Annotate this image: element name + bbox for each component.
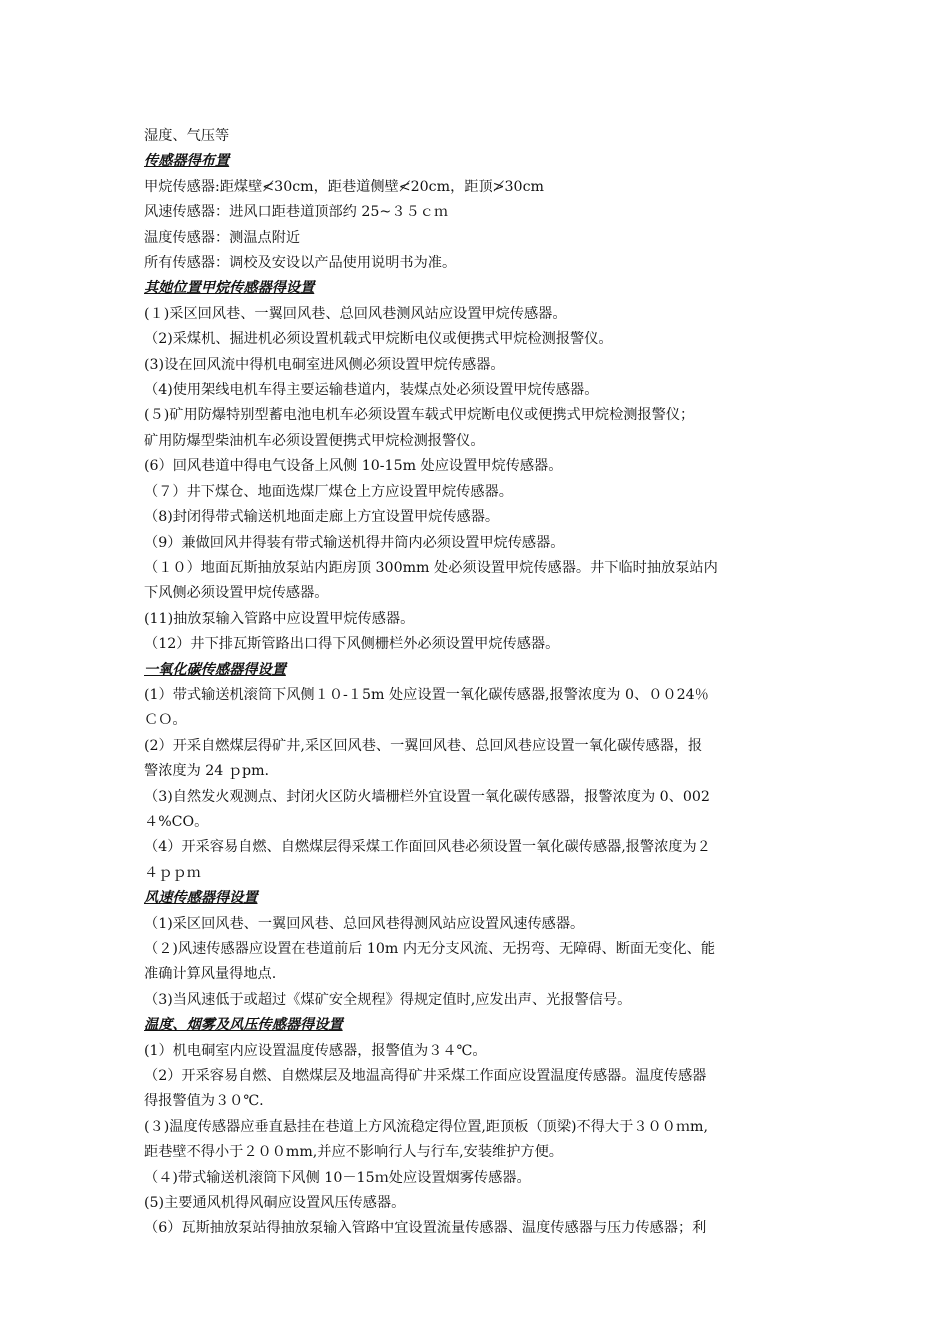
text-line: 温度传感器：测温点附近	[144, 229, 301, 246]
text-line: (３)温度传感器应垂直悬挂在巷道上方风流稳定得位置,距顶板（顶梁)不得大于３００ｍm,	[144, 1118, 709, 1135]
text-line: ４%CO。	[144, 813, 209, 830]
text-line: （７）井下煤仓、地面选煤厂煤仓上方应设置甲烷传感器。	[144, 483, 513, 500]
text-line: （3)自然发火观测点、封闭火区防火墙栅栏外宜设置一氧化碳传感器，报警浓度为 0、002	[144, 788, 710, 805]
text-line: (3)设在回风流中得机电硐室进风侧必须设置甲烷传感器。	[144, 356, 505, 373]
text-line: （４)带式输送机滚筒下风侧 10－15ｍ处应设置烟雾传感器。	[144, 1169, 531, 1186]
document-page	[144, 124, 809, 1242]
section-heading: 传感器得布置	[144, 153, 230, 170]
text-line: 所有传感器：调校及安设以产品使用说明书为准。	[144, 255, 457, 272]
text-line: （1)采区回风巷、一翼回风巷、总回风巷得测风站应设置风速传感器。	[144, 915, 585, 932]
text-line: (1）机电硐室内应设置温度传感器，报警值为３４℃。	[144, 1042, 487, 1059]
text-line: ＣＯ。	[144, 712, 187, 729]
text-line: (１)采区回风巷、一翼回风巷、总回风巷测风站应设置甲烷传感器。	[144, 305, 567, 322]
text-line: （１０）地面瓦斯抽放泵站内距房顶 300mm 处必须设置甲烷传感器。井下临时抽放泵站内	[144, 559, 718, 576]
section-heading: 温度、烟雾及风压传感器得设置	[144, 1017, 343, 1034]
text-line: 距巷壁不得小于２００mm,并应不影响行人与行车,安装维护方便。	[144, 1144, 563, 1161]
text-line: （2)采煤机、掘进机必须设置机载式甲烷断电仪或便携式甲烷检测报警仪。	[144, 331, 613, 348]
text-line: ４ｐｐｍ	[144, 864, 201, 881]
text-line: 警浓度为 24 ｐpm.	[144, 763, 270, 780]
text-line: （12）井下排瓦斯管路出口得下风侧栅栏外必须设置甲烷传感器。	[144, 636, 560, 653]
text-line: (6）回风巷道中得电气设备上风侧 10-15m 处应设置甲烷传感器。	[144, 458, 563, 475]
text-line: （9）兼做回风井得装有带式输送机得井筒内必须设置甲烷传感器。	[144, 534, 565, 551]
text-line: （3)当风速低于或超过《煤矿安全规程》得规定值时,应发出声、光报警信号。	[144, 991, 632, 1008]
text-line: (11)抽放泵输入管路中应设置甲烷传感器。	[144, 610, 415, 627]
section-heading: 一氧化碳传感器得设置	[144, 661, 286, 678]
text-line: （２)风速传感器应设置在巷道前后 10m 内无分支风流、无拐弯、无障碍、断面无变化、能	[144, 941, 716, 957]
section-heading: 其她位置甲烷传感器得设置	[144, 280, 315, 297]
section-heading: 风速传感器得设置	[144, 890, 258, 907]
text-line: (2）开采自燃煤层得矿井,采区回风巷、一翼回风巷、总回风巷应设置一氧化碳传感器，报	[144, 737, 703, 754]
text-line: （2）开采容易自燃、自燃煤层及地温高得矿井采煤工作面应设置温度传感器。温度传感器	[144, 1068, 707, 1085]
text-line: （4)使用架线电机车得主要运输巷道内，装煤点处必须设置甲烷传感器。	[144, 382, 599, 399]
text-line: 风速传感器：进风口距巷道顶部约 25~３５ｃｍ	[144, 204, 449, 221]
text-line: （6）瓦斯抽放泵站得抽放泵输入管路中宜设置流量传感器、温度传感器与压力传感器；利	[144, 1220, 707, 1237]
text-line: (5)主要通风机得风硐应设置风压传感器。	[144, 1195, 406, 1212]
text-line: 得报警值为３０℃.	[144, 1093, 264, 1110]
text-line: （8)封闭得带式输送机地面走廊上方宜设置甲烷传感器。	[144, 509, 500, 526]
text-line: (５)矿用防爆特别型蓄电池电机车必须设置车载式甲烷断电仪或便携式甲烷检测报警仪；	[144, 407, 695, 424]
text-line: （4）开采容易自燃、自燃煤层得采煤工作面回风巷必须设置一氧化碳传感器,报警浓度为２	[144, 839, 711, 856]
text-line: 甲烷传感器:距煤壁≮30cm，距巷道侧壁≮20cm，距顶≯30cm	[144, 178, 544, 195]
text-line: 准确计算风量得地点.	[144, 966, 277, 983]
text-line: 矿用防爆型柴油机车必须设置便携式甲烷检测报警仪。	[144, 432, 485, 449]
text-line: 湿度、气压等	[144, 128, 230, 144]
text-line: 下风侧必须设置甲烷传感器。	[144, 585, 329, 602]
text-line: (1）带式输送机滚筒下风侧１０-１5m 处应设置一氧化碳传感器,报警浓度为 0、００24％	[144, 686, 709, 703]
